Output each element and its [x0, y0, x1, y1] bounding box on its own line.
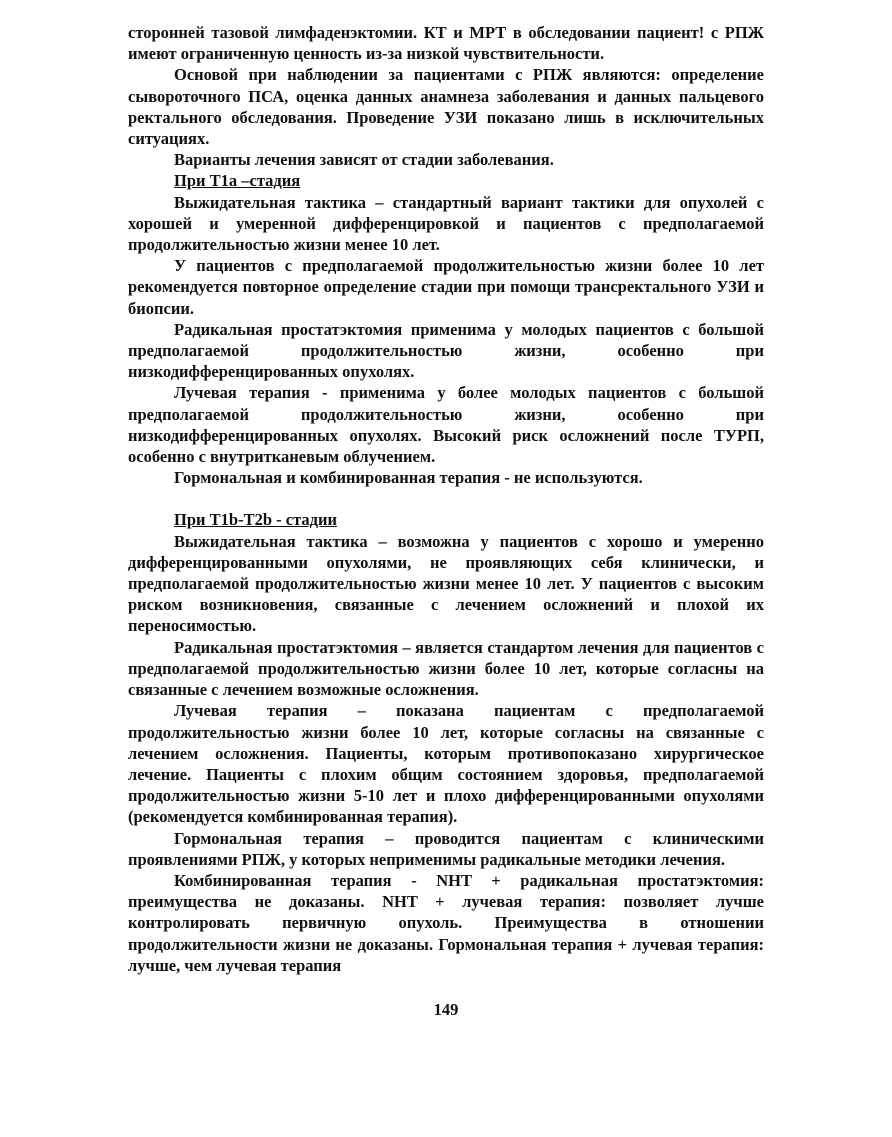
paragraph-t1a-prostatectomy: Радикальная простатэктомия применима у молодых пациентов с большой предполагаемой продолжительностью жизни, особенно при низкодифференцированных опухолях.	[128, 319, 764, 382]
page-number: 149	[433, 1000, 459, 1019]
paragraph-gap	[128, 488, 764, 509]
paragraph-t1b-prostatectomy: Радикальная простатэктомия – является стандартом лечения для пациентов с предполагаемой продолжительностью жизни более 10 лет, которые согласны на связанные с лечением возможные осложнения.	[128, 637, 764, 700]
section-heading-t1a: При T1a –стадия	[174, 171, 301, 191]
paragraph-t1a-radiation: Лучевая терапия - применима у более молодых пациентов с большой предполагаемой продолжительностью жизни, особенно при низкодифференцированных опухолях. Высокий риск осложнений после ТУРП, особенно с внутритканевым облучением.	[128, 383, 764, 467]
paragraph-t1b-hormonal: Гормональная терапия – проводится пациентам с клиническими проявлениями РПЖ, у которых неприменимы радикальные методики лечения.	[128, 828, 764, 869]
paragraph-t1b-radiation: Лучевая терапия – показана пациентам с предполагаемой продолжительностью жизни более 10 лет, которые согласны на связанные с лечением осложнения. Пациенты, которым противопоказано хирургическое лечение. Пациенты с плохим общим состоянием здоровья, предполагаемой продолжительностью жизни 5-10 лет и плохо дифференцированными опухолями (рекомендуется комбинированная терапия).	[128, 701, 764, 827]
paragraph-t1a-hormonal: Гормональная и комбинированная терапия - не используются.	[174, 468, 643, 488]
section-heading-t1b-t2b: При T1b-T2b - стадии	[174, 510, 337, 530]
paragraph-t1b-watchful: Выжидательная тактика – возможна у пациентов с хорошо и умеренно дифференцированными опухолями, не проявляющих себя клинически, и предполагаемой продолжительностью жизни менее 10 лет. У пациентов с высоким риском возникновения, связанные с лечением осложнений и плохой их переносимостью.	[128, 531, 764, 636]
paragraph-continuation: сторонней тазовой лимфаденэктомии. КТ и МРТ в обследовании пациент! с РПЖ имеют ограниченную ценность из-за низкой чувствительности.	[128, 23, 764, 64]
paragraph-treatment-options: Варианты лечения зависят от стадии заболевания.	[174, 150, 554, 170]
paragraph-t1a-restaging: У пациентов с предполагаемой продолжительностью жизни более 10 лет рекомендуется повторное определение стадии при помощи трансректального УЗИ и биопсии.	[128, 256, 764, 318]
page-body	[128, 22, 764, 976]
paragraph-monitoring: Основой при наблюдении за пациентами с РПЖ являются: определение сывороточного ПСА, оценка данных анамнеза заболевания и данных пальцевого ректального обследования. Проведение УЗИ показано лишь в исключительных ситуациях.	[128, 65, 764, 149]
paragraph-t1a-watchful: Выжидательная тактика – стандартный вариант тактики для опухолей с хорошей и умеренной дифференцировкой и пациентов с предполагаемой продолжительностью жизни менее 10 лет.	[128, 192, 764, 255]
paragraph-t1b-combined: Комбинированная терапия - NHT + радикальная простатэктомия: преимущества не доказаны. NHT + лучевая терапия: позволяет лучше контролировать первичную опухоль. Преимущества в отношении продолжительности жизни не доказаны. Гормональная терапия + лучевая терапия: лучше, чем лучевая терапия	[128, 870, 764, 975]
